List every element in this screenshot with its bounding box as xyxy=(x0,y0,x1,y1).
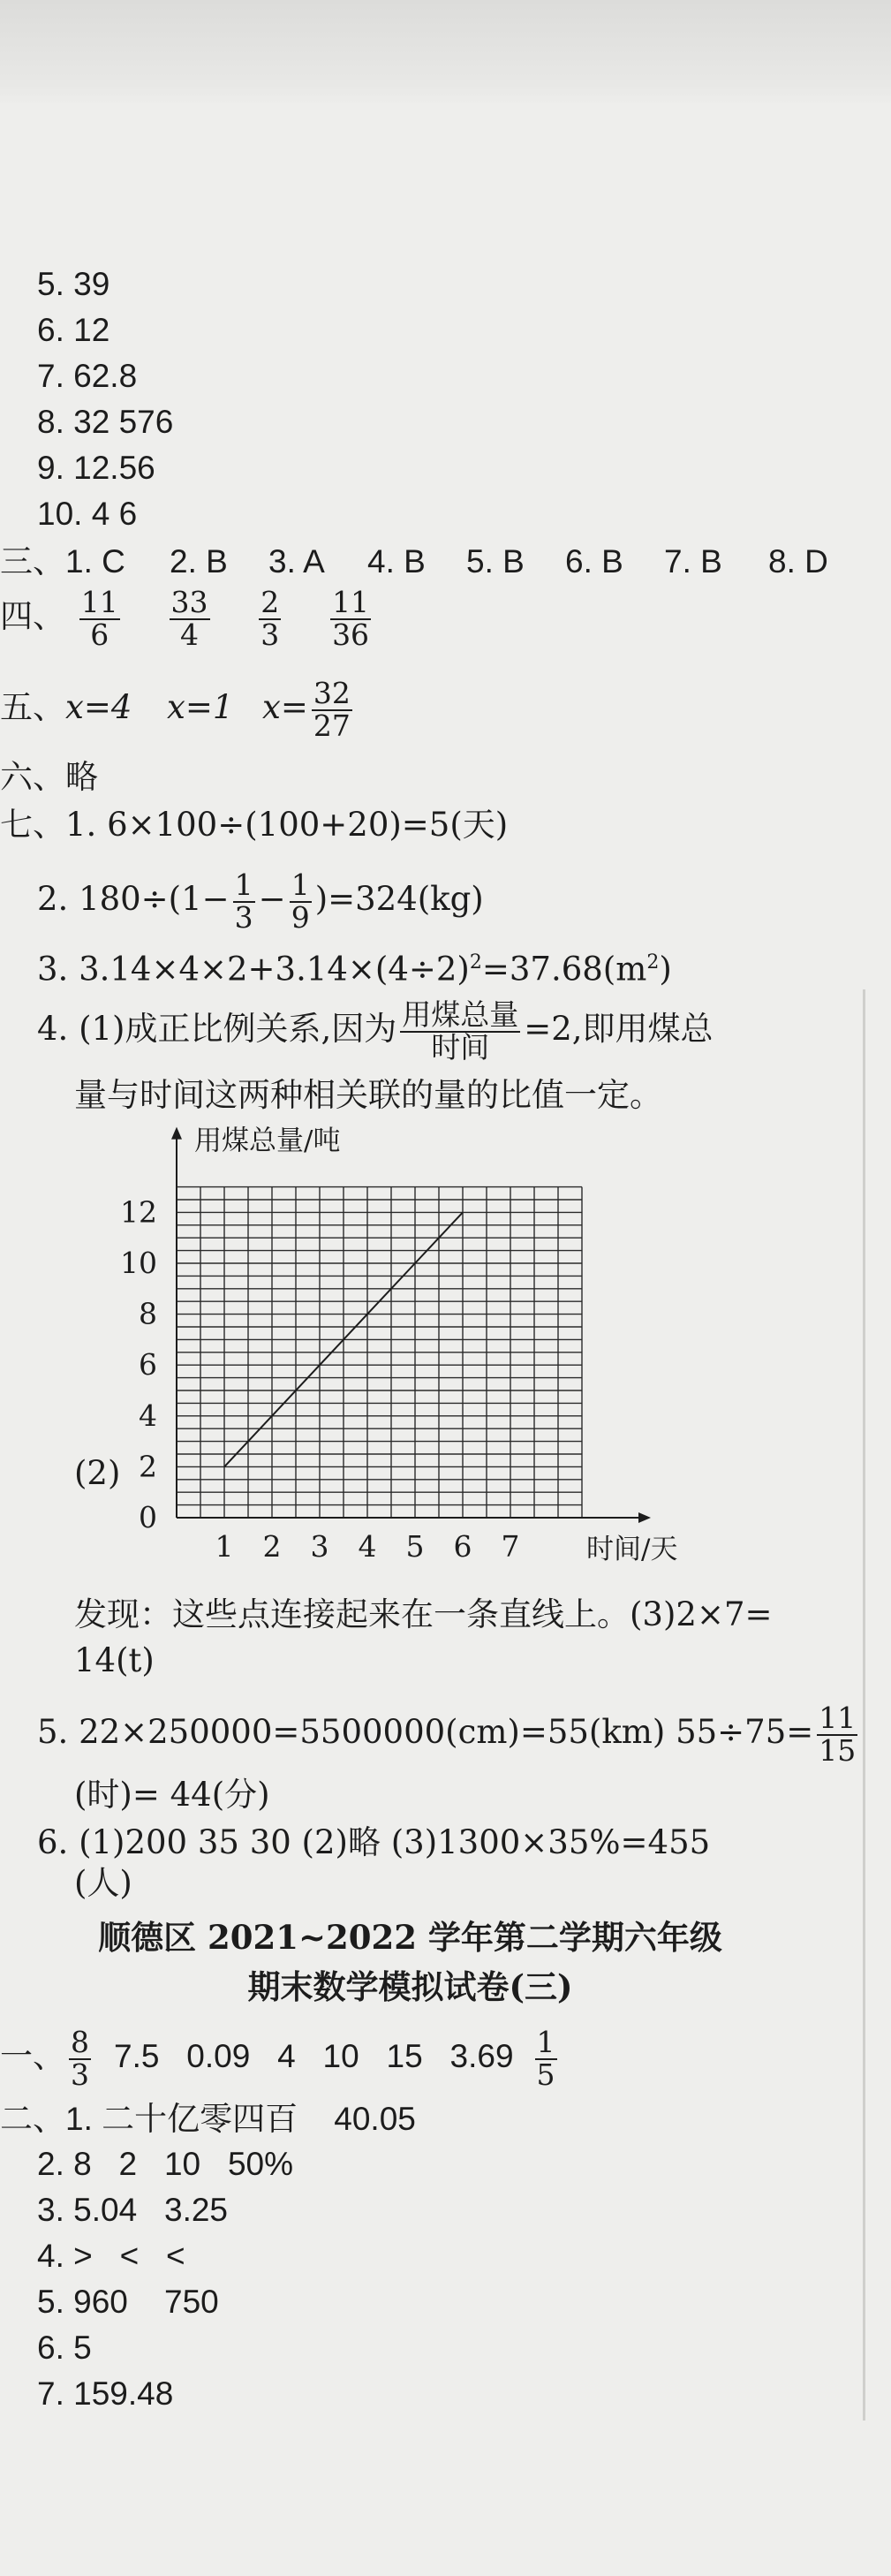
fraction: $\frac{11}{6}$ xyxy=(80,585,118,652)
x-tick-label: 5 xyxy=(405,1529,425,1564)
fraction: $\frac{8}{3}$ xyxy=(71,2025,89,2092)
page-edge-line xyxy=(863,989,865,2421)
part-2-q7: 7. 159.48 xyxy=(37,2375,174,2412)
section-7-q5-line2: (时)= 44(分) xyxy=(74,1776,270,1814)
section-7-label: 七、 xyxy=(0,806,65,844)
fraction: $\frac{1}{5}$ xyxy=(536,2025,555,2092)
y-axis-label: 用煤总量/吨 xyxy=(194,1125,341,1157)
s3-item: 8. D xyxy=(768,543,828,580)
section-6: 六、略 xyxy=(0,758,98,796)
fraction: $\frac{1}{3}$ xyxy=(234,868,253,935)
part-2-q1: 二、1. 二十亿零四百 40.05 xyxy=(0,2101,416,2137)
part-1-row xyxy=(0,2027,561,2090)
section-7-q6: 6. (1)200 35 30 (2)略 (3)1300×35%=455 xyxy=(37,1823,711,1861)
x-axis-arrow xyxy=(638,1512,651,1523)
section-4-row xyxy=(0,587,374,650)
part-2-q4: 4. > < < xyxy=(37,2238,185,2274)
x-tick-label: 4 xyxy=(358,1529,377,1564)
fraction: $\frac{1}{9}$ xyxy=(291,868,310,935)
y-tick-label: 6 xyxy=(139,1347,157,1383)
x-tick-label: 7 xyxy=(501,1529,520,1564)
fraction: $\frac{2}{3}$ xyxy=(261,585,280,652)
section-5-row xyxy=(0,678,356,741)
fraction: $\frac{11}{15}$ xyxy=(819,1701,857,1768)
s3-item: 3. A xyxy=(268,543,325,580)
section-5-label: 五、 xyxy=(0,688,65,727)
section-7-q4: 4. (1)成正比例关系,因为 $\frac{\text{用煤总量}}{\text{时间}}$ =2,即用煤总 xyxy=(37,997,714,1064)
section-7-q6-line2: (人) xyxy=(74,1864,132,1902)
section-7-q2: 2. 180÷(1− $\frac{1}{3}$ − $\frac{1}{9}$ )=324(kg) xyxy=(37,868,484,935)
y-tick-label: 4 xyxy=(139,1398,157,1433)
answer-7: 7. 62.8 xyxy=(37,358,138,394)
s3-item: 7. B xyxy=(664,543,722,580)
section-3-label: 三、 xyxy=(0,542,65,580)
part-1-values: 7.5 0.09 4 10 15 3.69 xyxy=(114,2038,514,2075)
s3-item: 6. B xyxy=(565,543,623,580)
eq-1: x=4 xyxy=(65,688,132,727)
s3-item: 4. B xyxy=(367,543,426,580)
y-tick-label: 12 xyxy=(120,1194,157,1230)
fraction: $\frac{\text{用煤总量}}{\text{时间}}$ xyxy=(402,997,519,1064)
s3-item: 1. C xyxy=(65,543,125,580)
page-top-shadow xyxy=(0,0,891,106)
q4-finding-line2: 14(t) xyxy=(74,1641,155,1679)
fraction: $\frac{33}{4}$ xyxy=(170,585,208,652)
x-tick-label: 6 xyxy=(453,1529,472,1564)
section-7-q5: 5. 22×250000=5500000(cm)=55(km) 55÷75= $\frac{11}{15}$ xyxy=(37,1701,857,1768)
section-7-q4-line2: 量与时间这两种相关联的量的比值一定。 xyxy=(74,1076,662,1114)
y-tick-label: 10 xyxy=(120,1246,157,1280)
q4-finding: 发现：这些点连接起来在一条直线上。(3)2×7= xyxy=(74,1595,773,1633)
fraction: $\frac{11}{36}$ xyxy=(332,585,370,652)
answer-10: 10. 4 6 xyxy=(37,496,138,532)
s3-item: 5. B xyxy=(466,543,525,580)
eq-3-prefix: x= xyxy=(262,688,308,727)
section-3-row xyxy=(0,542,828,581)
exam-title-line-2: 期末数学模拟试卷(三) xyxy=(247,1967,573,2006)
answer-8: 8. 32 576 xyxy=(37,404,174,440)
q4-part2-label: (2) xyxy=(74,1454,121,1492)
x-tick-label: 1 xyxy=(215,1529,234,1564)
answer-6: 6. 12 xyxy=(37,312,110,348)
exam-title-line-1: 顺德区 2021~2022 学年第二学期六年级 xyxy=(98,1918,722,1957)
x-axis-label: 时间/天 xyxy=(586,1534,678,1565)
x-tick-label: 2 xyxy=(262,1529,282,1564)
coal-usage-line-chart xyxy=(62,1122,733,1581)
part-2-q5: 5. 960 750 xyxy=(37,2284,219,2320)
q1-text: 1. 6×100÷(100+20)=5(天) xyxy=(65,806,509,844)
y-axis-arrow xyxy=(171,1127,182,1140)
x-tick-label: 3 xyxy=(310,1529,329,1564)
answer-9: 9. 12.56 xyxy=(37,450,155,486)
part-1-label: 一、 xyxy=(0,2037,65,2076)
part-2-q3: 3. 5.04 3.25 xyxy=(37,2192,229,2228)
part-2-q6: 6. 5 xyxy=(37,2330,92,2366)
section-7-q1 xyxy=(0,806,508,845)
section-4-label: 四、 xyxy=(0,597,65,636)
eq-2: x=1 xyxy=(167,688,234,727)
part-2-q2: 2. 8 2 10 50% xyxy=(37,2146,294,2182)
fraction: $\frac{32}{27}$ xyxy=(313,676,351,743)
y-tick-label: 8 xyxy=(139,1296,157,1331)
answer-5: 5. 39 xyxy=(37,266,110,302)
y-tick-label: 0 xyxy=(139,1500,157,1534)
s3-item: 2. B xyxy=(170,543,228,580)
section-7-q3: 3. $3.14\times 4\times 2+3.14\times(4\div 2)^2=37.68(m^2)$ xyxy=(37,950,672,989)
y-tick-label: 2 xyxy=(139,1449,157,1484)
